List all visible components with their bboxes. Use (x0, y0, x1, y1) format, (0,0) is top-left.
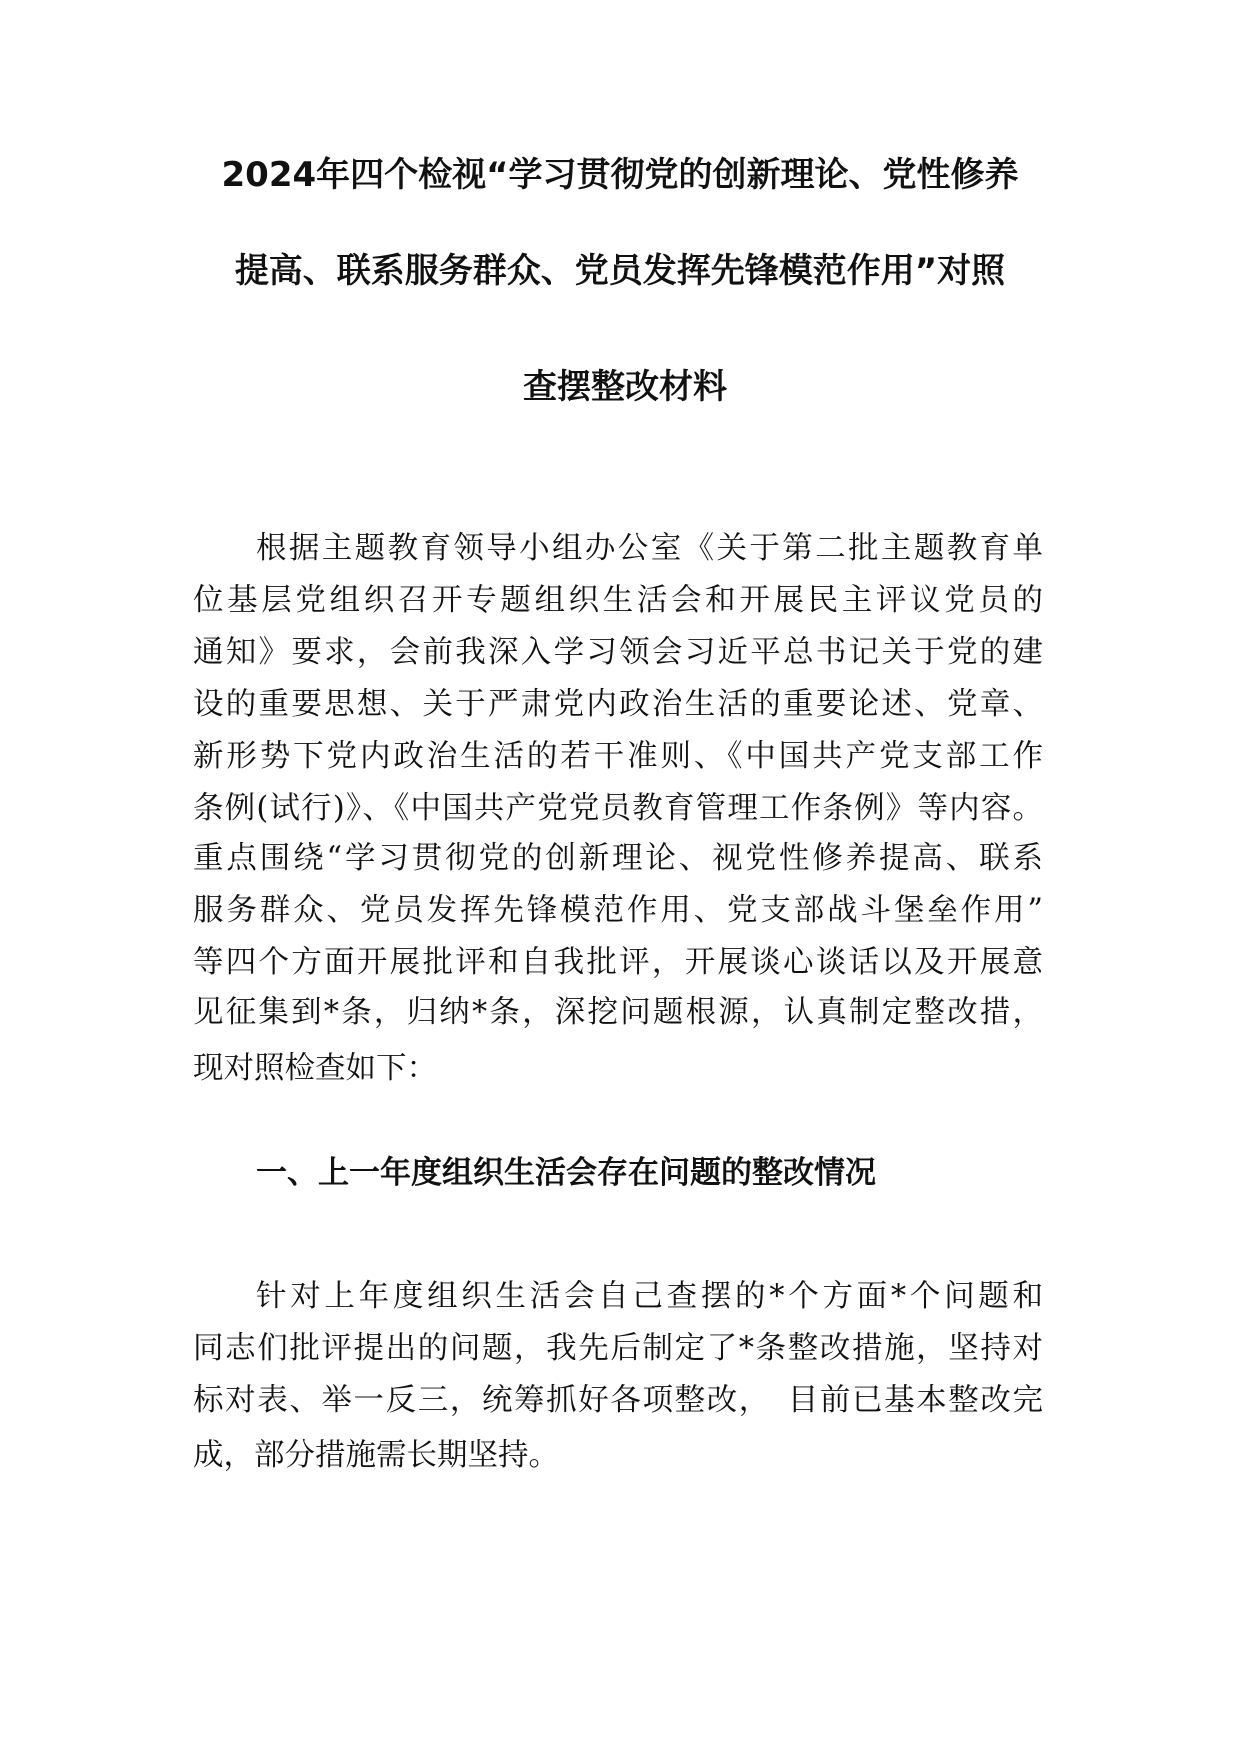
intro-line: 新形势下党内政治生活的若干准则、《中国共产党支部工作 (193, 739, 1043, 774)
title-line-3: 查摆整改材料 (523, 367, 727, 407)
section-line: 成，部分措施需长期坚持。 (193, 1438, 559, 1473)
section-line: 同志们批评提出的问题，我先后制定了*条整改措施，坚持对 (193, 1331, 1043, 1366)
intro-line: 通知》要求，会前我深入学习领会习近平总书记关于党的建 (193, 635, 1043, 670)
section-line: 标对表、举一反三，统筹抓好各项整改， 目前已基本整改完 (193, 1383, 1043, 1418)
intro-line: 设的重要思想、关于严肃党内政治生活的重要论述、党章、 (193, 687, 1043, 722)
title-line-2: 提高、联系服务群众、党员发挥先锋模范作用”对照 (234, 251, 1006, 291)
intro-line: 现对照检查如下： (193, 1051, 437, 1086)
intro-line: 根据主题教育领导小组办公室《关于第二批主题教育单 (256, 531, 1043, 566)
intro-line: 重点围绕“学习贯彻党的创新理论、视党性修养提高、联系 (193, 841, 1043, 876)
title-line-1: 2024年四个检视“学习贯彻党的创新理论、党性修养 (221, 155, 1019, 195)
intro-line: 服务群众、党员发挥先锋模范作用、党支部战斗堡垒作用” (193, 893, 1043, 928)
section-heading: 一、上一年度组织生活会存在问题的整改情况 (256, 1155, 876, 1191)
intro-line: 位基层党组织召开专题组织生活会和开展民主评议党员的 (193, 583, 1043, 618)
intro-line: 等四个方面开展批评和自我批评，开展谈心谈话以及开展意 (193, 945, 1043, 980)
section-line: 针对上年度组织生活会自己查摆的*个方面*个问题和 (256, 1279, 1043, 1314)
intro-line: 条例(试行)》、《中国共产党党员教育管理工作条例》等内容。 (193, 791, 1043, 826)
intro-line: 见征集到*条，归纳*条，深挖问题根源，认真制定整改措， (193, 995, 1043, 1030)
